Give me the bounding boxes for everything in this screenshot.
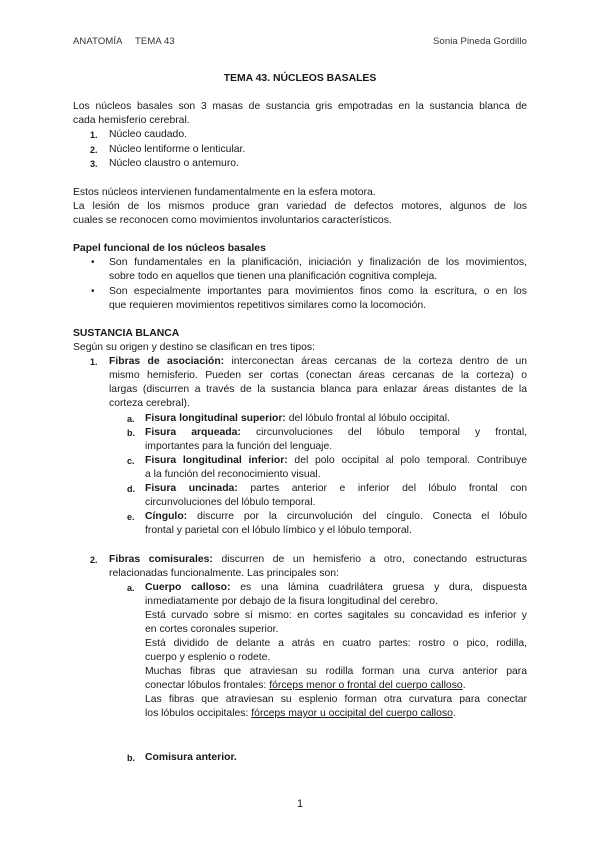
list-number: 2. — [90, 555, 98, 565]
sublist-text: partes anterior e inferior del lóbulo frontal con — [250, 483, 527, 494]
sublist-text: circunvoluciones del lóbulo temporal y frontal, — [255, 427, 528, 438]
sublist-letter: c. — [127, 456, 135, 466]
callosum-line: Las fibras que atraviesan su esplenio forman otra curvatura para conectar — [145, 694, 527, 705]
callosum-line: cuerpo y esplenio o rodete. — [145, 652, 271, 663]
sublist-letter: d. — [127, 484, 135, 494]
fiber-line: largas (discurren a través de la sustancia blanca para enlazar áreas distantes de la — [109, 384, 527, 395]
sublist-label: Fisura arqueada: — [145, 427, 241, 438]
intro-line: cada hemisferio cerebral. — [73, 115, 190, 126]
callosum-line: Muchas fibras que atraviesan su rodilla forman una curva anterior para — [145, 666, 527, 677]
page-title: TEMA 43. NÚCLEOS BASALES — [223, 73, 377, 84]
callosum-text: los lóbulos occipitales: — [145, 708, 249, 719]
sublist-letter: a. — [127, 583, 135, 593]
callosum-line — [145, 679, 466, 693]
fiber-line — [109, 553, 527, 567]
sublist-line: frontal y parietal con el lóbulo límbico y el lóbulo temporal. — [145, 525, 412, 536]
sublist-text: es una lámina cuadrilátera gruesa y dura, dispuesta — [240, 582, 527, 593]
header-subject: ANATOMÍA — [73, 36, 123, 47]
bullet-line: que requieren movimientos repetitivos similares como la locomoción. — [109, 300, 427, 311]
fiber-text: discurren de un hemisferio a otro, conectando estructuras — [221, 554, 527, 565]
sublist-line: a la función del reconocimiento visual. — [145, 469, 321, 480]
page-number: 1 — [296, 798, 304, 810]
callosum-line: inmediatamente por debajo de la fisura longitudinal del cerebro. — [145, 596, 438, 607]
bullet-line: sobre todo en aquellos que tienen una planificación cognitiva compleja. — [109, 271, 438, 282]
callosum-line: Está dividido de delante a atrás en cuatro partes: rostro o pico, rodilla, — [145, 638, 527, 649]
sublist-label: Cuerpo calloso: — [145, 582, 231, 593]
paragraph-line: La lesión de los mismos produce gran variedad de defectos motores, algunos de los — [73, 201, 527, 212]
list-item: Núcleo caudado. — [109, 129, 187, 140]
callosum-line: Está curvado sobre sí mismo: en cortes sagitales su concavidad es inferior y — [145, 610, 527, 621]
callosum-line — [145, 707, 456, 721]
sublist-line — [145, 412, 450, 426]
sublist-label: Comisura anterior. — [145, 752, 237, 763]
list-number: 2. — [90, 145, 98, 155]
fiber-label: Fibras comisurales: — [109, 554, 213, 565]
list-item: Núcleo claustro o antemuro. — [109, 158, 239, 169]
sublist-text: discurre por la circunvolución del cíngulo. Conecta el lóbulo — [197, 511, 528, 522]
list-number: 3. — [90, 159, 98, 169]
sublist-label: Fisura uncinada: — [145, 483, 238, 494]
callosum-text: conectar lóbulos frontales: — [145, 680, 267, 691]
sublist-line: importantes para la función del lenguaje. — [145, 441, 333, 452]
sublist-label: Fisura longitudinal inferior: — [145, 455, 288, 466]
section-heading: Papel funcional de los núcleos basales — [73, 243, 266, 254]
intro-line: Los núcleos basales son 3 masas de sustancia gris empotradas en la sustancia blanca de — [73, 101, 527, 112]
callosum-line: en cortes coronales superior. — [145, 624, 279, 635]
forceps-major-term: fórceps mayor u occipital del cuerpo calloso — [251, 708, 453, 719]
sublist-letter: e. — [127, 512, 135, 522]
fiber-line: mismo hemisferio. Pueden ser cortas (conectan áreas cercanas de la corteza) o — [109, 370, 527, 381]
bullet-icon: • — [91, 286, 95, 297]
paragraph-line: Estos núcleos intervienen fundamentalmente en la esfera motora. — [73, 187, 376, 198]
bullet-line: Son especialmente importantes para movimientos finos como la escritura, o en los — [109, 286, 527, 297]
callosum-line — [145, 581, 527, 595]
sublist-letter: a. — [127, 414, 135, 424]
sublist-line — [145, 426, 527, 440]
sublist-text: del polo occipital al polo temporal. Contribuye — [294, 455, 527, 466]
period: . — [462, 680, 466, 691]
sublist-label: Cíngulo: — [145, 511, 188, 522]
bullet-icon: • — [91, 257, 95, 268]
fiber-label: Fibras de asociación: — [109, 356, 225, 367]
sublist-letter: b. — [127, 428, 135, 438]
sublist-line — [145, 482, 527, 496]
sublist-line — [145, 454, 527, 468]
header-author: Sonia Pineda Gordillo — [433, 36, 527, 47]
sublist-label: Fisura longitudinal superior: — [145, 413, 286, 424]
list-number: 1. — [90, 130, 98, 140]
sublist-letter: b. — [127, 753, 135, 763]
header-topic: TEMA 43 — [135, 36, 175, 47]
section-subtitle: Según su origen y destino se clasifican en tres tipos: — [73, 342, 316, 353]
section-heading: SUSTANCIA BLANCA — [73, 328, 180, 339]
sublist-line — [145, 510, 527, 524]
fiber-text: interconectan áreas cercanas de la corteza dentro de un — [231, 356, 527, 367]
fiber-line — [109, 355, 527, 369]
list-number: 1. — [90, 357, 98, 367]
forceps-minor-term: fórceps menor o frontal del cuerpo calloso — [269, 680, 463, 691]
period: . — [452, 708, 456, 719]
fiber-line: relacionadas funcionalmente. Las principales son: — [109, 568, 339, 579]
paragraph-line: cuales se reconocen como movimientos involuntarios característicos. — [73, 215, 392, 226]
list-item: Núcleo lentiforme o lenticular. — [109, 144, 246, 155]
fiber-line: corteza cerebral). — [109, 398, 190, 409]
bullet-line: Son fundamentales en la planificación, iniciación y finalización de los movimientos, — [109, 257, 527, 268]
sublist-line: circunvoluciones del lóbulo temporal. — [145, 497, 316, 508]
sublist-text: del lóbulo frontal al lóbulo occipital. — [288, 413, 450, 424]
